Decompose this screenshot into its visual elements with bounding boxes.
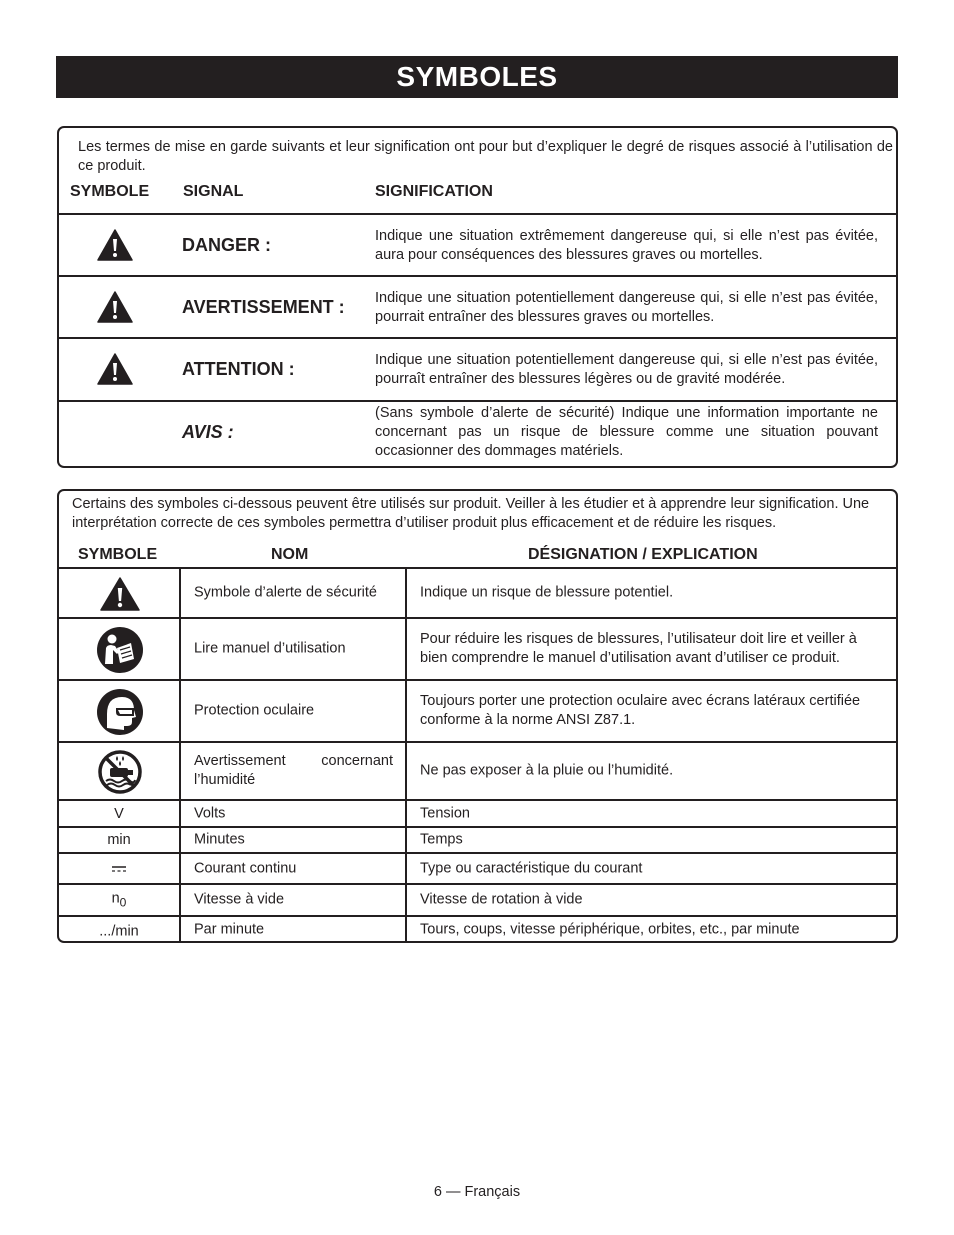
header-designation: DÉSIGNATION / EXPLICATION — [528, 546, 758, 563]
symbol-row-safety-alert — [59, 567, 896, 617]
header-nom: NOM — [271, 546, 309, 563]
signal-description: (Sans symbole d’alerte de sécurité) Indique une information importante ne concernant pas un risque de blessure comme une situation pouvant occasionner des dommages matériels. — [375, 405, 878, 459]
signal-label: AVERTISSEMENT : — [182, 297, 345, 317]
symbol-name: Courant continu — [194, 860, 297, 876]
symbol-name: Volts — [194, 805, 226, 821]
symbol-text: .../min — [99, 923, 139, 940]
symbol-name: Symbole d’alerte de sécurité — [194, 584, 377, 601]
signal-description: Indique une situation potentiellement dangereuse qui, si elle n’est pas évitée, pourraît entraîner des blessures légères ou de gravité modérée. — [375, 352, 878, 387]
symbol-text: $n_0$ — [111, 890, 127, 910]
warning-triangle-icon — [100, 577, 140, 611]
symbol-designation: Temps — [420, 831, 463, 848]
signal-row-danger — [59, 213, 896, 275]
direct-current-icon — [112, 866, 126, 872]
symbol-name: Avertissement concernant l’humidité — [194, 753, 393, 788]
symbol-designation: Toujours porter une protection oculaire avec écrans latéraux certifiée conforme à la norme ANSI Z87.1. — [420, 693, 861, 728]
signal-label: ATTENTION : — [182, 359, 295, 379]
symbol-row-eye-protection — [59, 679, 896, 741]
header-signification: SIGNIFICATION — [375, 183, 493, 200]
symbol-name: Minutes — [194, 831, 245, 848]
eye-protection-icon — [96, 688, 144, 736]
symbol-designation: Ne pas exposer à la pluie ou l’humidité. — [420, 762, 674, 779]
symbol-name: Vitesse à vide — [194, 891, 285, 908]
symbol-name: Par minute — [194, 921, 265, 938]
symbol-designation: Tension — [420, 805, 470, 821]
symbol-row-read-manual — [59, 617, 896, 679]
signal-row-attention — [59, 337, 896, 400]
signal-label: DANGER : — [182, 235, 271, 255]
signal-description: Indique une situation potentiellement dangereuse qui, si elle n’est pas évitée, pourrait entraîner des blessures graves ou mortelles. — [375, 290, 878, 325]
read-manual-icon — [96, 626, 144, 674]
symbol-designation: Type ou caractéristique du courant — [420, 860, 643, 876]
signal-intro: Les termes de mise en garde suivants et leur signification ont pour but d’expliquer le degré de risques associé à l’utilisation de ce produit. — [78, 139, 893, 174]
symbols-box — [57, 489, 898, 943]
header-symbole: SYMBOLE — [78, 546, 158, 563]
signal-label: AVIS : — [182, 422, 234, 442]
symbol-row-wet-conditions — [59, 741, 896, 799]
warning-triangle-icon — [97, 353, 133, 385]
symbol-designation: Indique un risque de blessure potentiel. — [420, 584, 674, 601]
symbol-designation: Tours, coups, vitesse périphérique, orbites, etc., par minute — [420, 921, 800, 938]
symbol-name: Protection oculaire — [194, 702, 315, 719]
wet-conditions-icon — [97, 749, 143, 795]
symbol-row-minutes — [59, 826, 896, 852]
header-symbole: SYMBOLE — [70, 183, 150, 200]
signal-row-avis — [59, 400, 896, 466]
page-title: SYMBOLES — [56, 56, 898, 98]
symbol-row-volts — [59, 799, 896, 826]
symbol-text: min — [107, 832, 131, 848]
symbol-row-direct-current — [59, 852, 896, 883]
symbol-row-per-minute — [59, 915, 896, 943]
warning-triangle-icon — [97, 291, 133, 323]
page-footer: 6 — Français — [433, 1184, 521, 1200]
symbol-designation: Vitesse de rotation à vide — [420, 891, 583, 908]
symbols-intro: Certains des symboles ci-dessous peuvent être utilisés sur produit. Veiller à les étudier et à apprendre leur signification. Une interprétation correcte de ces symboles permettra d’utiliser produit plus efficacement et de réduire les risques. — [72, 496, 870, 531]
signal-words-box — [57, 126, 898, 468]
symbol-designation: Pour réduire les risques de blessures, l’utilisateur doit lire et veiller à bien comprendre le manuel d’utilisation avant d’utiliser ce produit. — [420, 631, 857, 666]
symbol-name: Lire manuel d’utilisation — [194, 640, 346, 657]
symbol-text: V — [114, 805, 124, 822]
signal-description: Indique une situation extrêmement dangereuse qui, si elle n’est pas évitée, aura pour conséquences des blessures graves ou mortelles. — [375, 228, 878, 263]
warning-triangle-icon — [97, 229, 133, 261]
signal-row-avertissement — [59, 275, 896, 337]
symbol-row-no-load-speed — [59, 883, 896, 915]
header-signal: SIGNAL — [183, 183, 244, 200]
